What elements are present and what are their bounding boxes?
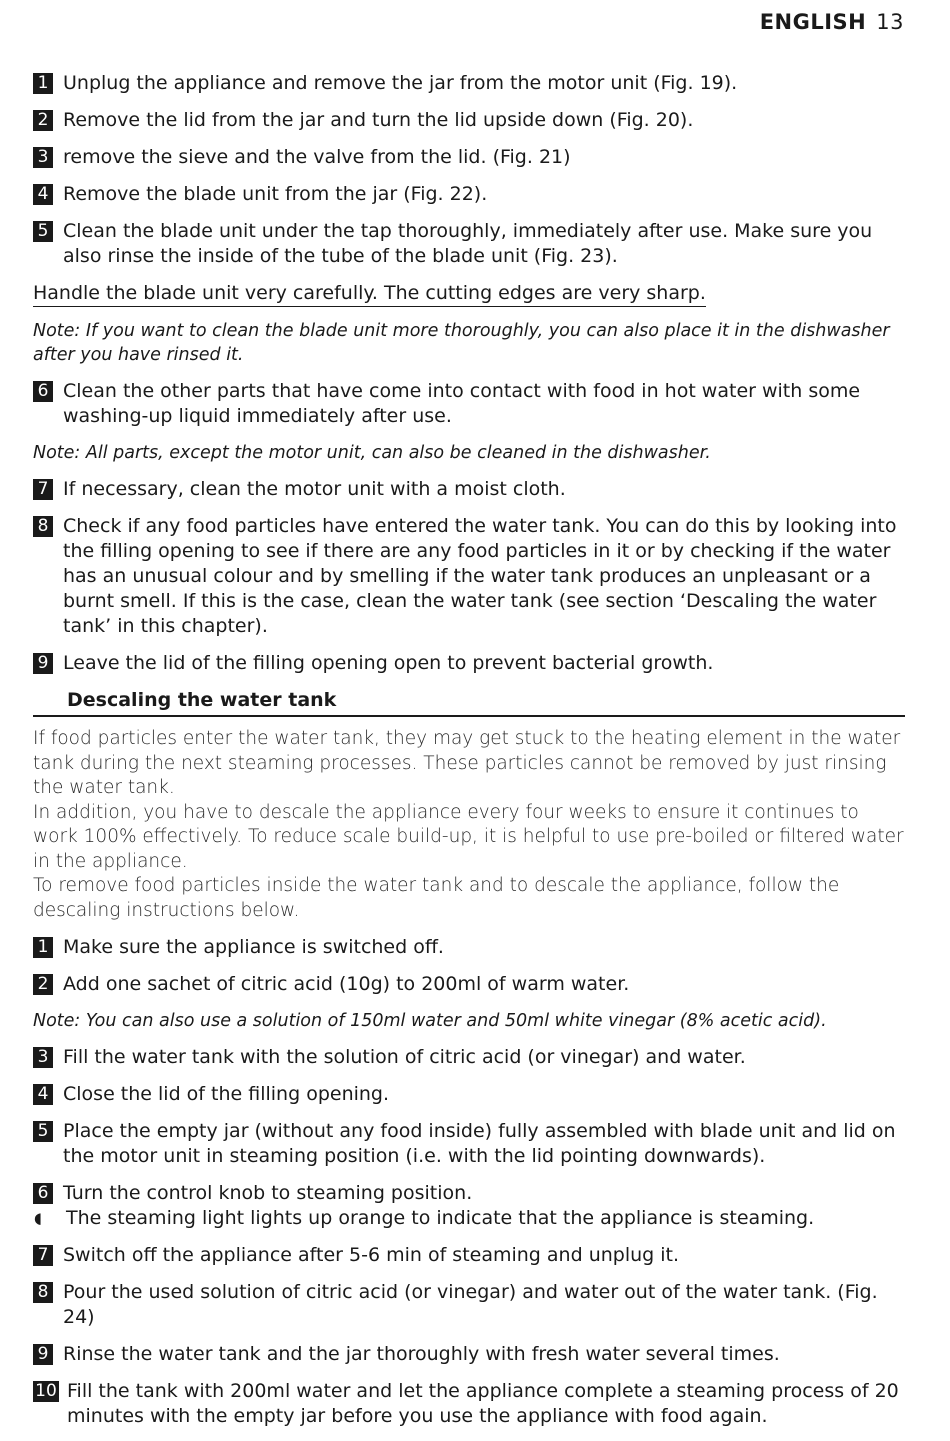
step-number: 1: [33, 937, 53, 958]
step-text: Pour the used solution of citric acid (or vinegar) and water out of the water tank. (Fig. 24): [63, 1281, 878, 1328]
step-item: [33, 1379, 905, 1429]
step-number: 2: [33, 974, 53, 995]
step-text: remove the sieve and the valve from the lid. (Fig. 21): [63, 146, 571, 168]
intro-paragraph: If food particles enter the water tank, they may get stuck to the heating element in the water tank during the next steaming processes. These particles cannot be removed by just rinsing the water tank.: [33, 728, 901, 798]
result-bullet: [33, 1206, 905, 1231]
step-item: [33, 477, 905, 502]
step-item: [33, 1045, 905, 1070]
warning-text: Handle the blade unit very carefully. The cutting edges are very sharp.: [33, 281, 706, 307]
step-item: [33, 1119, 905, 1169]
step-text: Remove the lid from the jar and turn the lid upside down (Fig. 20).: [63, 109, 694, 131]
step-text: Turn the control knob to steaming position.: [63, 1182, 473, 1204]
step-number: 5: [33, 221, 53, 242]
step-item: [33, 514, 905, 639]
step-text: Close the lid of the filling opening.: [63, 1083, 390, 1105]
step-item: [33, 935, 905, 960]
intro-paragraph: To remove food particles inside the water tank and to descale the appliance, follow the descaling instructions below.: [33, 875, 840, 921]
step-item: [33, 1181, 905, 1206]
bullet-marker-icon: ◖: [34, 1209, 42, 1227]
step-item: [33, 379, 905, 429]
intro-paragraph: In addition, you have to descale the appliance every four weeks to ensure it continues to work 100% effectively. To reduce scale build-up, it is helpful to use pre-boiled or filtered water in the appliance.: [33, 801, 904, 872]
section-heading: Descaling the water tank: [33, 688, 905, 717]
page-header: [760, 10, 904, 34]
step-text: Fill the water tank with the solution of citric acid (or vinegar) and water.: [63, 1046, 746, 1068]
step-number: 1: [33, 73, 53, 94]
step-number: 10: [33, 1381, 59, 1402]
step-number: 4: [33, 184, 53, 205]
note-text: Note: You can also use a solution of 150ml water and 50ml white vinegar (8% acetic acid).: [33, 1011, 827, 1031]
note-text: Note: All parts, except the motor unit, can also be cleaned in the dishwasher.: [33, 443, 711, 463]
step-number: 6: [33, 1183, 53, 1204]
step-number: 3: [33, 147, 53, 168]
step-number: 5: [33, 1121, 53, 1142]
note-text: Note: If you want to clean the blade unit more thoroughly, you can also place it in the dishwasher after you have rinsed it.: [33, 321, 890, 365]
step-number: 9: [33, 1344, 53, 1365]
step-number: 7: [33, 479, 53, 500]
step-text: Make sure the appliance is switched off.: [63, 936, 444, 958]
step-item: [33, 1243, 905, 1268]
step-item: [33, 219, 905, 269]
step-text: Fill the tank with 200ml water and let the appliance complete a steaming process of 20 minutes with the empty jar before you use the appliance with food again.: [67, 1380, 899, 1427]
step-item: [33, 1082, 905, 1107]
step-text: Remove the blade unit from the jar (Fig. 22).: [63, 183, 488, 205]
step-text: Clean the other parts that have come into contact with food in hot water with some washing-up liquid immediately after use.: [63, 380, 861, 427]
step-number: 9: [33, 653, 53, 674]
step-number: 3: [33, 1047, 53, 1068]
step-text: Clean the blade unit under the tap thoroughly, immediately after use. Make sure you also rinse the inside of the tube of the blade unit (Fig. 23).: [63, 220, 873, 267]
step-text: Place the empty jar (without any food inside) fully assembled with blade unit and lid on the motor unit in steaming position (i.e. with the lid pointing downwards).: [63, 1120, 896, 1167]
step-item: [33, 1280, 905, 1330]
step-number: 4: [33, 1084, 53, 1105]
step-text: Add one sachet of citric acid (10g) to 200ml of warm water.: [63, 973, 630, 995]
step-item: [33, 108, 905, 133]
bullet-text: The steaming light lights up orange to indicate that the appliance is steaming.: [66, 1207, 815, 1229]
step-number: 8: [33, 1282, 53, 1303]
step-number: 6: [33, 381, 53, 402]
step-text: Leave the lid of the filling opening open to prevent bacterial growth.: [63, 652, 714, 674]
step-text: Rinse the water tank and the jar thoroughly with fresh water several times.: [63, 1343, 780, 1365]
step-item: [33, 1342, 905, 1367]
step-item: [33, 972, 905, 997]
step-item: [33, 71, 905, 96]
step-number: 7: [33, 1245, 53, 1266]
step-text: Check if any food particles have entered the water tank. You can do this by looking into the filling opening to see if there are any food particles in it or by checking if the water has an unusual colour and by smelling if the water tank produces an unpleasant or a burnt smell. If this is the case, clean the water tank (see section ‘Descaling the water tank’ in this chapter).: [63, 515, 897, 637]
step-text: Switch off the appliance after 5-6 min of steaming and unplug it.: [63, 1244, 680, 1266]
intro-paragraphs: [33, 727, 905, 923]
step-number: 2: [33, 110, 53, 131]
step-text: Unplug the appliance and remove the jar from the motor unit (Fig. 19).: [63, 72, 738, 94]
step-item: [33, 651, 905, 676]
step-item: [33, 145, 905, 170]
step-item: [33, 182, 905, 207]
step-text: If necessary, clean the motor unit with a moist cloth.: [63, 478, 566, 500]
language-label: ENGLISH: [759, 10, 867, 34]
warning-wrapper: [33, 281, 905, 319]
step-number: 8: [33, 516, 53, 537]
page-number: 13: [876, 10, 904, 34]
page-content: [33, 71, 905, 1441]
